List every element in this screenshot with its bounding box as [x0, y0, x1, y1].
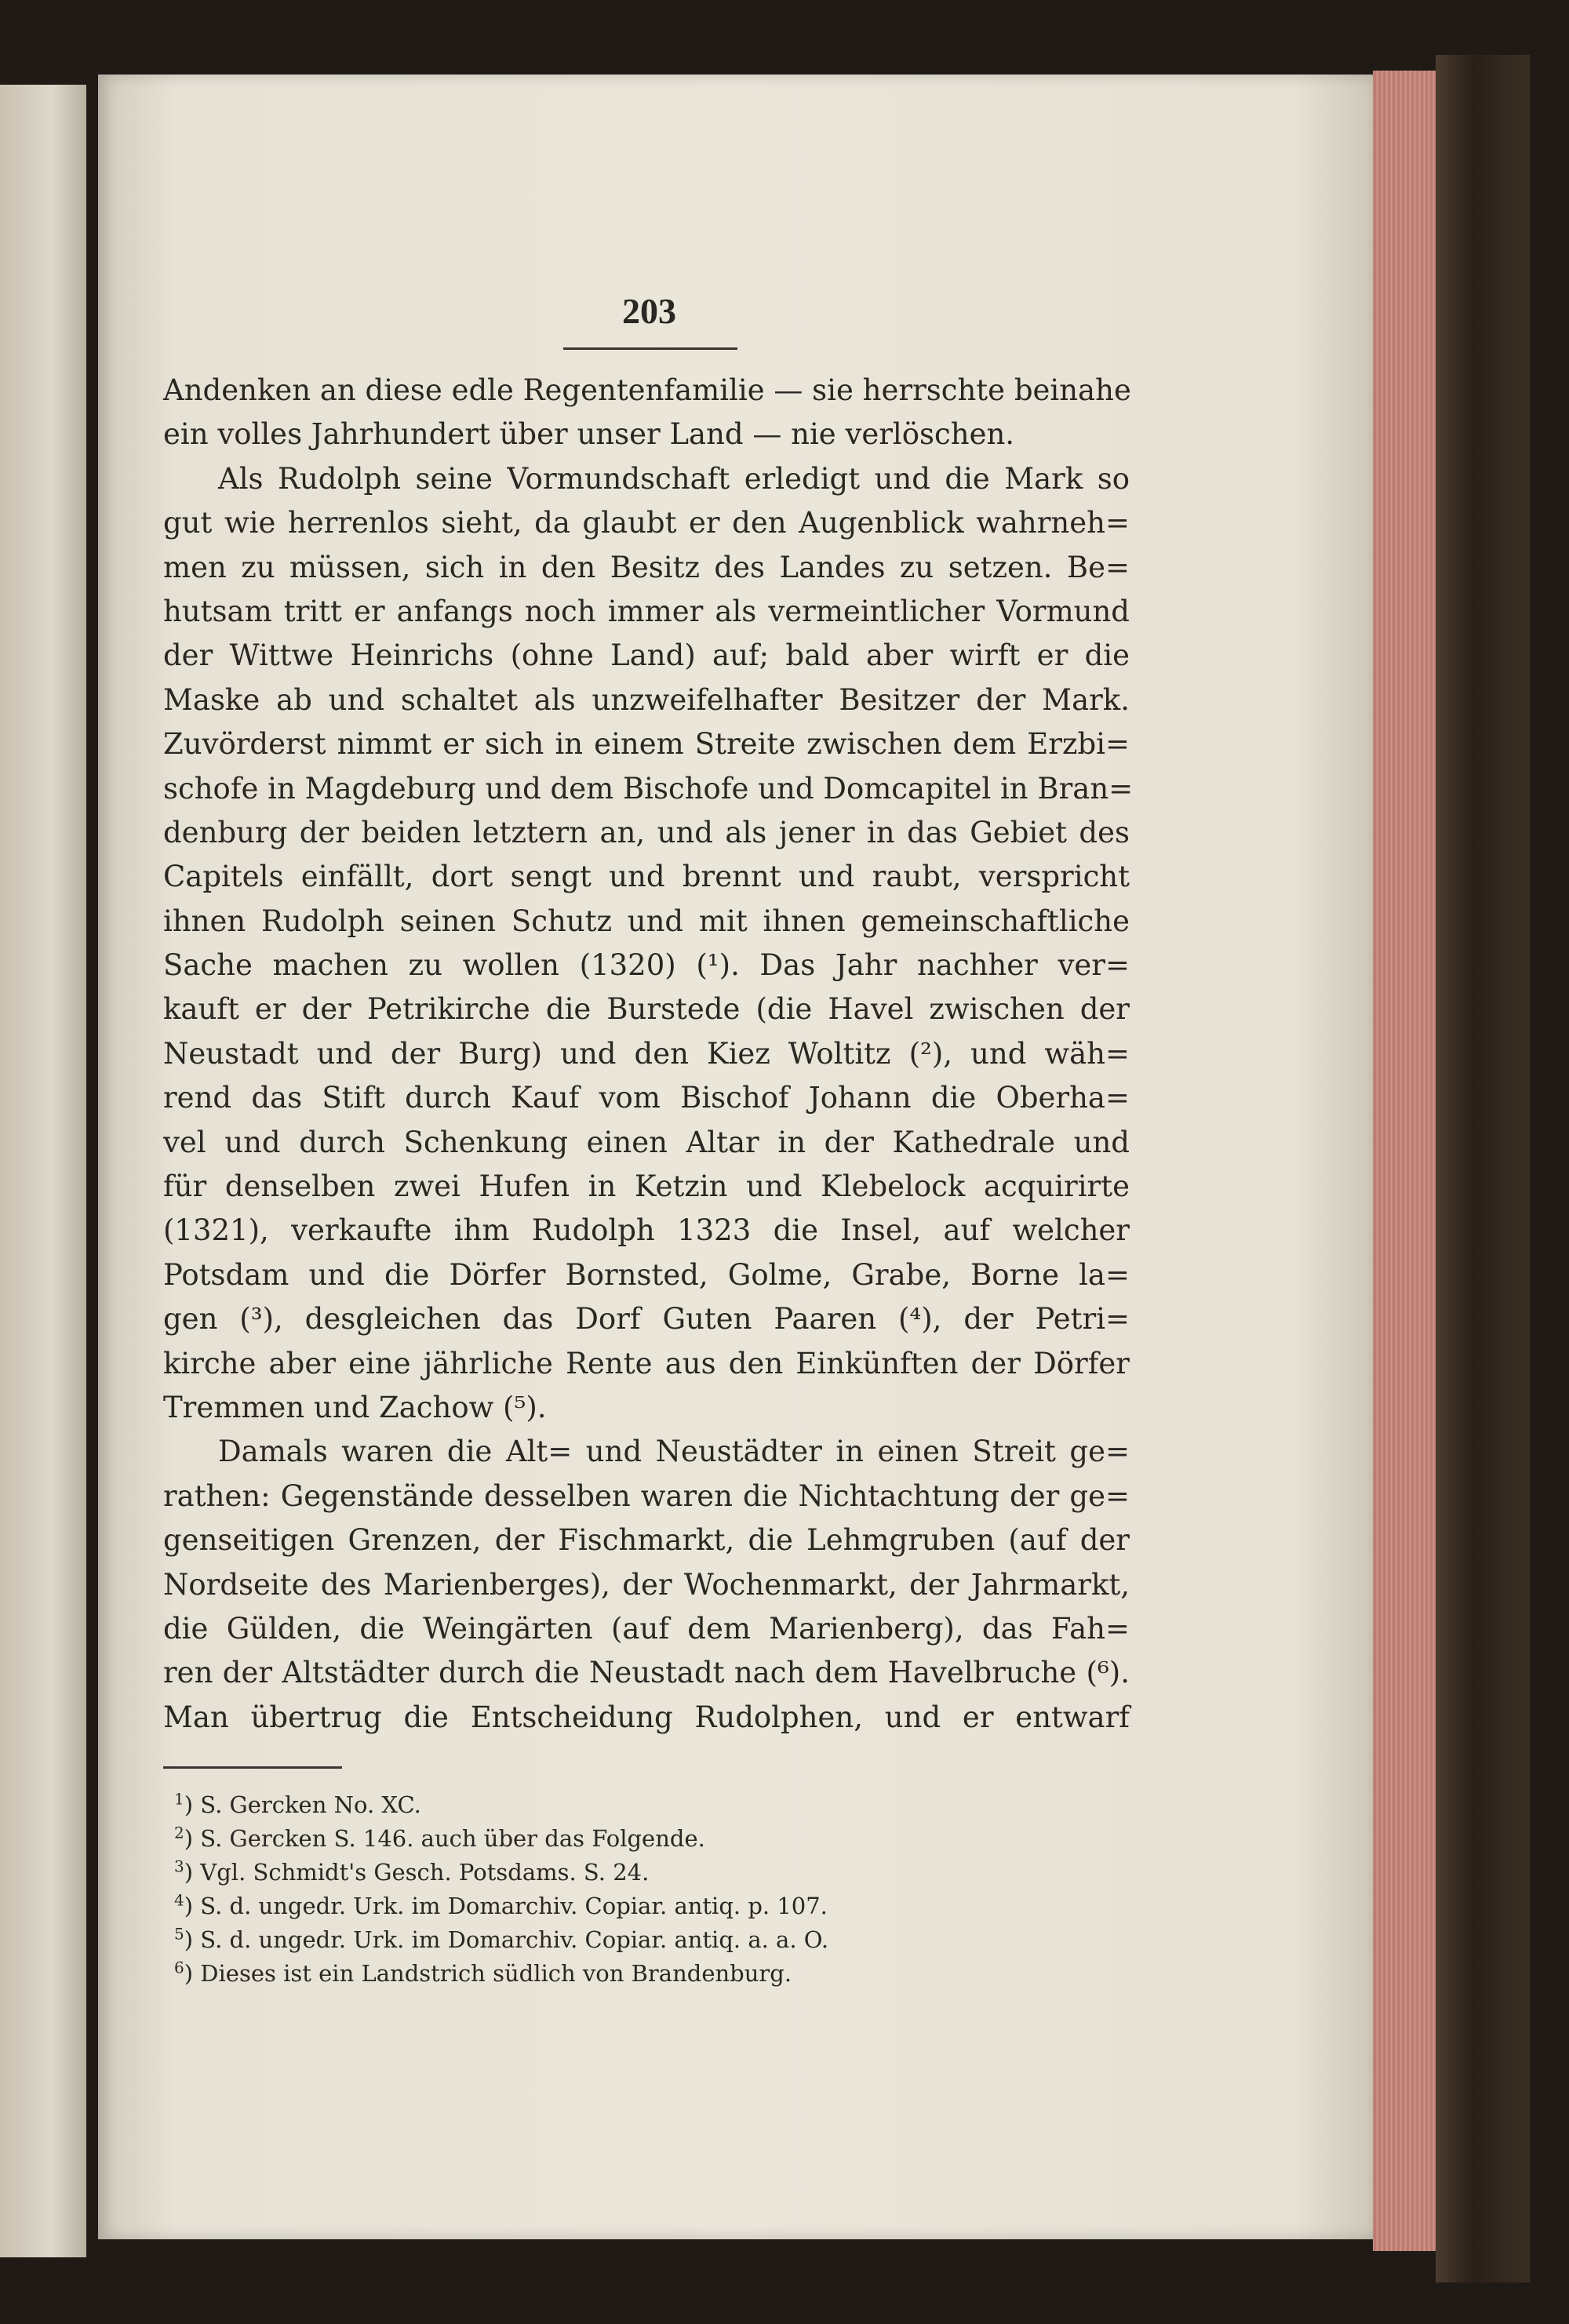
text-line: die Gülden, die Weingärten (auf dem Marienberg), das Fah= — [163, 1611, 1130, 1646]
footnote: $^4$) S. d. ungedr. Urk. im Domarchiv. Copiar. antiq. p. 107. — [174, 1890, 828, 1919]
footnote-mark: 3 — [174, 1857, 184, 1876]
page-stack-edge — [1373, 71, 1436, 2251]
text-line: schofe in Magdeburg und dem Bischofe und Domcapitel in Bran= — [163, 771, 1134, 806]
text-line: gen (³), desgleichen das Dorf Guten Paaren (⁴), der Petri= — [163, 1302, 1130, 1337]
text-line: rend das Stift durch Kauf vom Bischof Johann die Oberha= — [163, 1081, 1130, 1115]
text-line: ein volles Jahrhundert über unser Land — nie verlöschen. — [163, 417, 1015, 452]
text-line: ihnen Rudolph seinen Schutz und mit ihnen gemeinschaftliche — [163, 904, 1130, 938]
text-line: denburg der beiden letztern an, und als jener in das Gebiet des — [163, 815, 1130, 849]
footnote-mark: 4 — [174, 1890, 184, 1910]
footnote-text: Vgl. Schmidt's Gesch. Potsdams. S. 24. — [200, 1859, 650, 1886]
footnote-text: S. d. ungedr. Urk. im Domarchiv. Copiar. antiq. a. a. O. — [200, 1926, 829, 1953]
text-line: rathen: Gegenstände desselben waren die Nichtachtung der ge= — [163, 1478, 1130, 1513]
footnote: $^1$) S. Gercken No. XC. — [174, 1789, 421, 1818]
text-line: hutsam tritt er anfangs noch immer als vermeintlicher Vormund — [163, 594, 1130, 628]
footnote-rule — [163, 1766, 342, 1769]
footnote-mark: 2 — [174, 1823, 184, 1842]
text-line: für denselben zwei Hufen in Ketzin und Klebelock acquirirte — [163, 1169, 1130, 1204]
text-line: Tremmen und Zachow (⁵). — [163, 1390, 547, 1424]
text-line: gut wie herrenlos sieht, da glaubt er den Augenblick wahrneh= — [163, 506, 1130, 540]
text-line: kauft er der Petrikirche die Burstede (die Havel zwischen der — [163, 992, 1130, 1027]
footnote-text: Dieses ist ein Landstrich südlich von Brandenburg. — [200, 1960, 792, 1987]
footnote-mark: 5 — [174, 1924, 184, 1944]
text-line: (1321), verkaufte ihm Rudolph 1323 die Insel, auf welcher — [163, 1213, 1130, 1248]
page-number: 203 — [622, 291, 676, 331]
text-line: der Wittwe Heinrichs (ohne Land) auf; bald aber wirft er die — [163, 638, 1130, 673]
text-line: Capitels einfällt, dort sengt und brennt und raubt, verspricht — [163, 860, 1130, 894]
text-line: Sache machen zu wollen (1320) (¹). Das Jahr nachher ver= — [163, 948, 1130, 983]
text-line: Man übertrug die Entscheidung Rudolphen, und er entwarf — [163, 1700, 1130, 1734]
text-line: ren der Altstädter durch die Neustadt nach dem Havelbruche (⁶). — [163, 1656, 1130, 1690]
text-line: kirche aber eine jährliche Rente aus den Einkünften der Dörfer — [163, 1346, 1130, 1380]
text-line: Zuvörderst nimmt er sich in einem Streite zwischen dem Erzbi= — [163, 727, 1130, 762]
footnote-mark: 1 — [174, 1789, 184, 1809]
text-line: Maske ab und schaltet als unzweifelhafter Besitzer der Mark. — [163, 682, 1130, 717]
footnote: $^5$) S. d. ungedr. Urk. im Domarchiv. Copiar. antiq. a. a. O. — [174, 1924, 829, 1953]
body-text — [163, 369, 1134, 1740]
facing-page-edge — [0, 85, 86, 2257]
text-line: vel und durch Schenkung einen Altar in der Kathedrale und — [163, 1125, 1130, 1159]
text-line: Damals waren die Alt= und Neustädter in einen Streit ge= — [218, 1435, 1130, 1469]
footnote-text: S. Gercken No. XC. — [200, 1791, 421, 1818]
text-line: genseitigen Grenzen, der Fischmarkt, die Lehmgruben (auf der — [163, 1523, 1130, 1558]
text-line: Als Rudolph seine Vormundschaft erledigt und die Mark so — [218, 461, 1130, 496]
footnotes — [174, 1788, 1116, 1991]
page-number-rule — [563, 347, 737, 350]
footnote-mark: 6 — [174, 1958, 184, 1977]
text-line: Nordseite des Marienberges), der Wochenmarkt, der Jahrmarkt, — [163, 1567, 1130, 1602]
footnote: $^3$) Vgl. Schmidt's Gesch. Potsdams. S. 24. — [174, 1857, 650, 1886]
text-line: Neustadt und der Burg) und den Kiez Woltitz (²), und wäh= — [163, 1036, 1130, 1071]
footnote-text: S. d. ungedr. Urk. im Domarchiv. Copiar. antiq. p. 107. — [200, 1893, 828, 1919]
footnote: $^6$) Dieses ist ein Landstrich südlich von Brandenburg. — [174, 1958, 792, 1987]
text-line: Andenken an diese edle Regentenfamilie — sie herrschte beinahe — [163, 373, 1131, 407]
footnote: $^2$) S. Gercken S. 146. auch über das Folgende. — [174, 1823, 705, 1852]
book-cover-edge — [1436, 55, 1530, 2282]
text-line: Potsdam und die Dörfer Bornsted, Golme, Grabe, Borne la= — [163, 1257, 1130, 1292]
text-line: men zu müssen, sich in den Besitz des Landes zu setzen. Be= — [163, 550, 1130, 584]
footnote-text: S. Gercken S. 146. auch über das Folgende. — [200, 1825, 705, 1852]
